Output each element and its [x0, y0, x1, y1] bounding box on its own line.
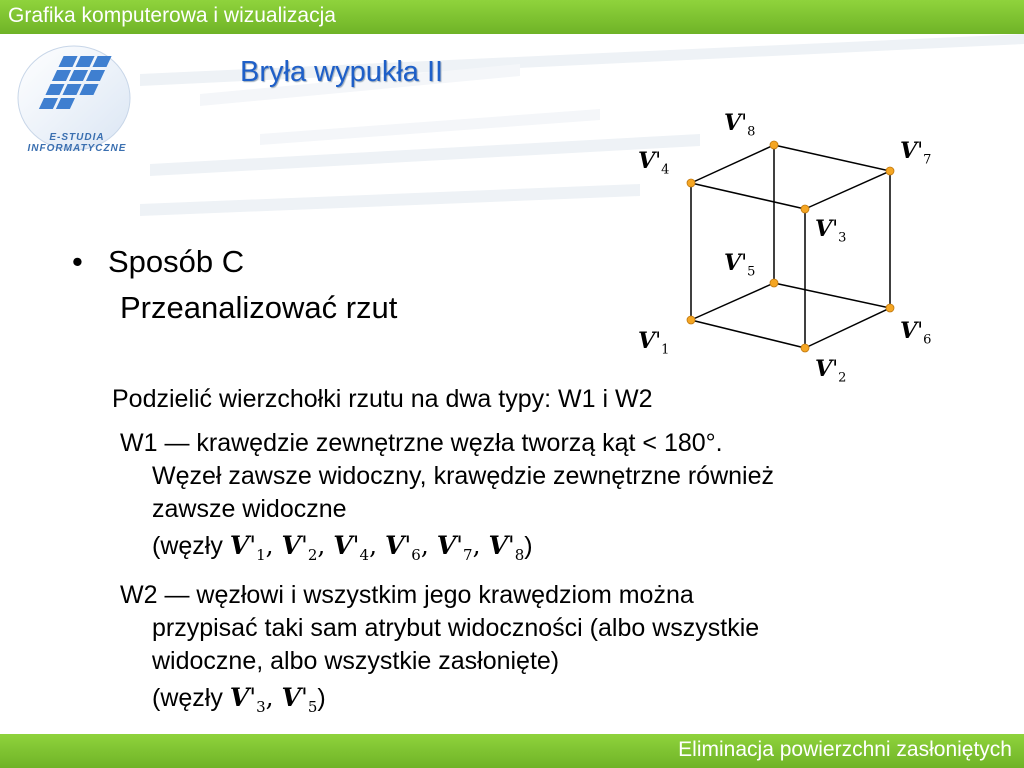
w2-line3: widoczne, albo wszystkie zasłonięte) [152, 647, 560, 675]
vertex-label-1: $V'_1$ [638, 328, 670, 358]
vertex-label-3: $V'_3$ [815, 216, 847, 246]
subheading: Przeanalizować rzut [120, 290, 398, 325]
w2-line1: W2 — węzłowi i wszystkim jego krawędziom można [120, 581, 694, 609]
vertex-point-6 [886, 304, 894, 312]
vertex-label-7: $V'_7$ [900, 138, 932, 168]
vertex-point-5 [770, 279, 778, 287]
vertex-label-6: $V'_6$ [900, 318, 932, 348]
header-bar [0, 0, 1024, 34]
bullet-text: Sposób C [108, 244, 245, 279]
vertex-ref-4: $V'_4$ [333, 531, 370, 564]
w1-line3: zawsze widoczne [152, 495, 347, 523]
vertex-ref-6: $V'_6$ [385, 531, 421, 564]
vertex-label-2: $V'_2$ [815, 356, 847, 386]
logo-line1: E-STUDIA [49, 132, 105, 143]
w1-line1: W1 — krawędzie zewnętrzne węzła tworzą kąt < 180°. [120, 429, 723, 457]
vertex-point-8 [770, 141, 778, 149]
vertex-label-8: $V'_8$ [724, 110, 756, 140]
course-title: Grafika komputerowa i wizualizacja [8, 4, 336, 27]
footer-topic: Eliminacja powierzchni zasłoniętych [678, 738, 1012, 761]
intro-text: Podzielić wierzchołki rzutu na dwa typy: W1 i W2 [112, 385, 653, 413]
edge-1-2 [691, 320, 805, 348]
edge-7-8 [774, 145, 890, 171]
slide-title: Bryła wypukła II [240, 56, 444, 88]
w1-node-list: $V'_1$, $V'_2$, $V'_4$, $V'_6$, $V'_7$, $V'_8$ [229, 531, 525, 564]
w1-nodes [152, 530, 533, 571]
w2-nodes-suffix: ) [317, 684, 326, 712]
logo-text [22, 132, 132, 154]
vertex-label-4: $V'_4$ [638, 148, 670, 178]
vertex-ref-1: $V'_1$ [229, 531, 266, 564]
w2-nodes [152, 682, 326, 723]
vertex-ref-2: $V'_2$ [281, 531, 318, 564]
w1-line2: Węzeł zawsze widoczny, krawędzie zewnętrzne również [152, 462, 774, 490]
vertex-point-7 [886, 167, 894, 175]
w2-line2: przypisać taki sam atrybut widoczności (albo wszystkie [152, 614, 760, 642]
vertex-ref-7: $V'_7$ [436, 531, 473, 564]
vertex-ref-8: $V'_8$ [488, 531, 525, 564]
edge-3-7 [805, 171, 890, 209]
bullet-marker: • [72, 244, 83, 279]
vertex-point-3 [801, 205, 809, 213]
vertex-point-2 [801, 344, 809, 352]
vertex-point-1 [687, 316, 695, 324]
edge-4-3 [691, 183, 805, 209]
vertex-ref-5: $V'_5$ [281, 683, 318, 716]
vertex-point-4 [687, 179, 695, 187]
logo-line2: INFORMATYCZNE [27, 143, 127, 154]
cube-edges [691, 145, 890, 348]
edge-1-5 [691, 283, 774, 320]
vertex-ref-3: $V'_3$ [229, 683, 266, 716]
w1-nodes-prefix: (węzły [152, 532, 230, 560]
edge-2-6 [805, 308, 890, 348]
footer-bar [0, 734, 1024, 768]
w1-nodes-suffix: ) [524, 532, 533, 560]
w2-node-list: $V'_3$, $V'_5$ [229, 683, 318, 716]
edge-8-4 [691, 145, 774, 183]
edge-5-6 [774, 283, 890, 308]
w2-nodes-prefix: (węzły [152, 684, 230, 712]
vertex-label-5: $V'_5$ [724, 250, 756, 280]
